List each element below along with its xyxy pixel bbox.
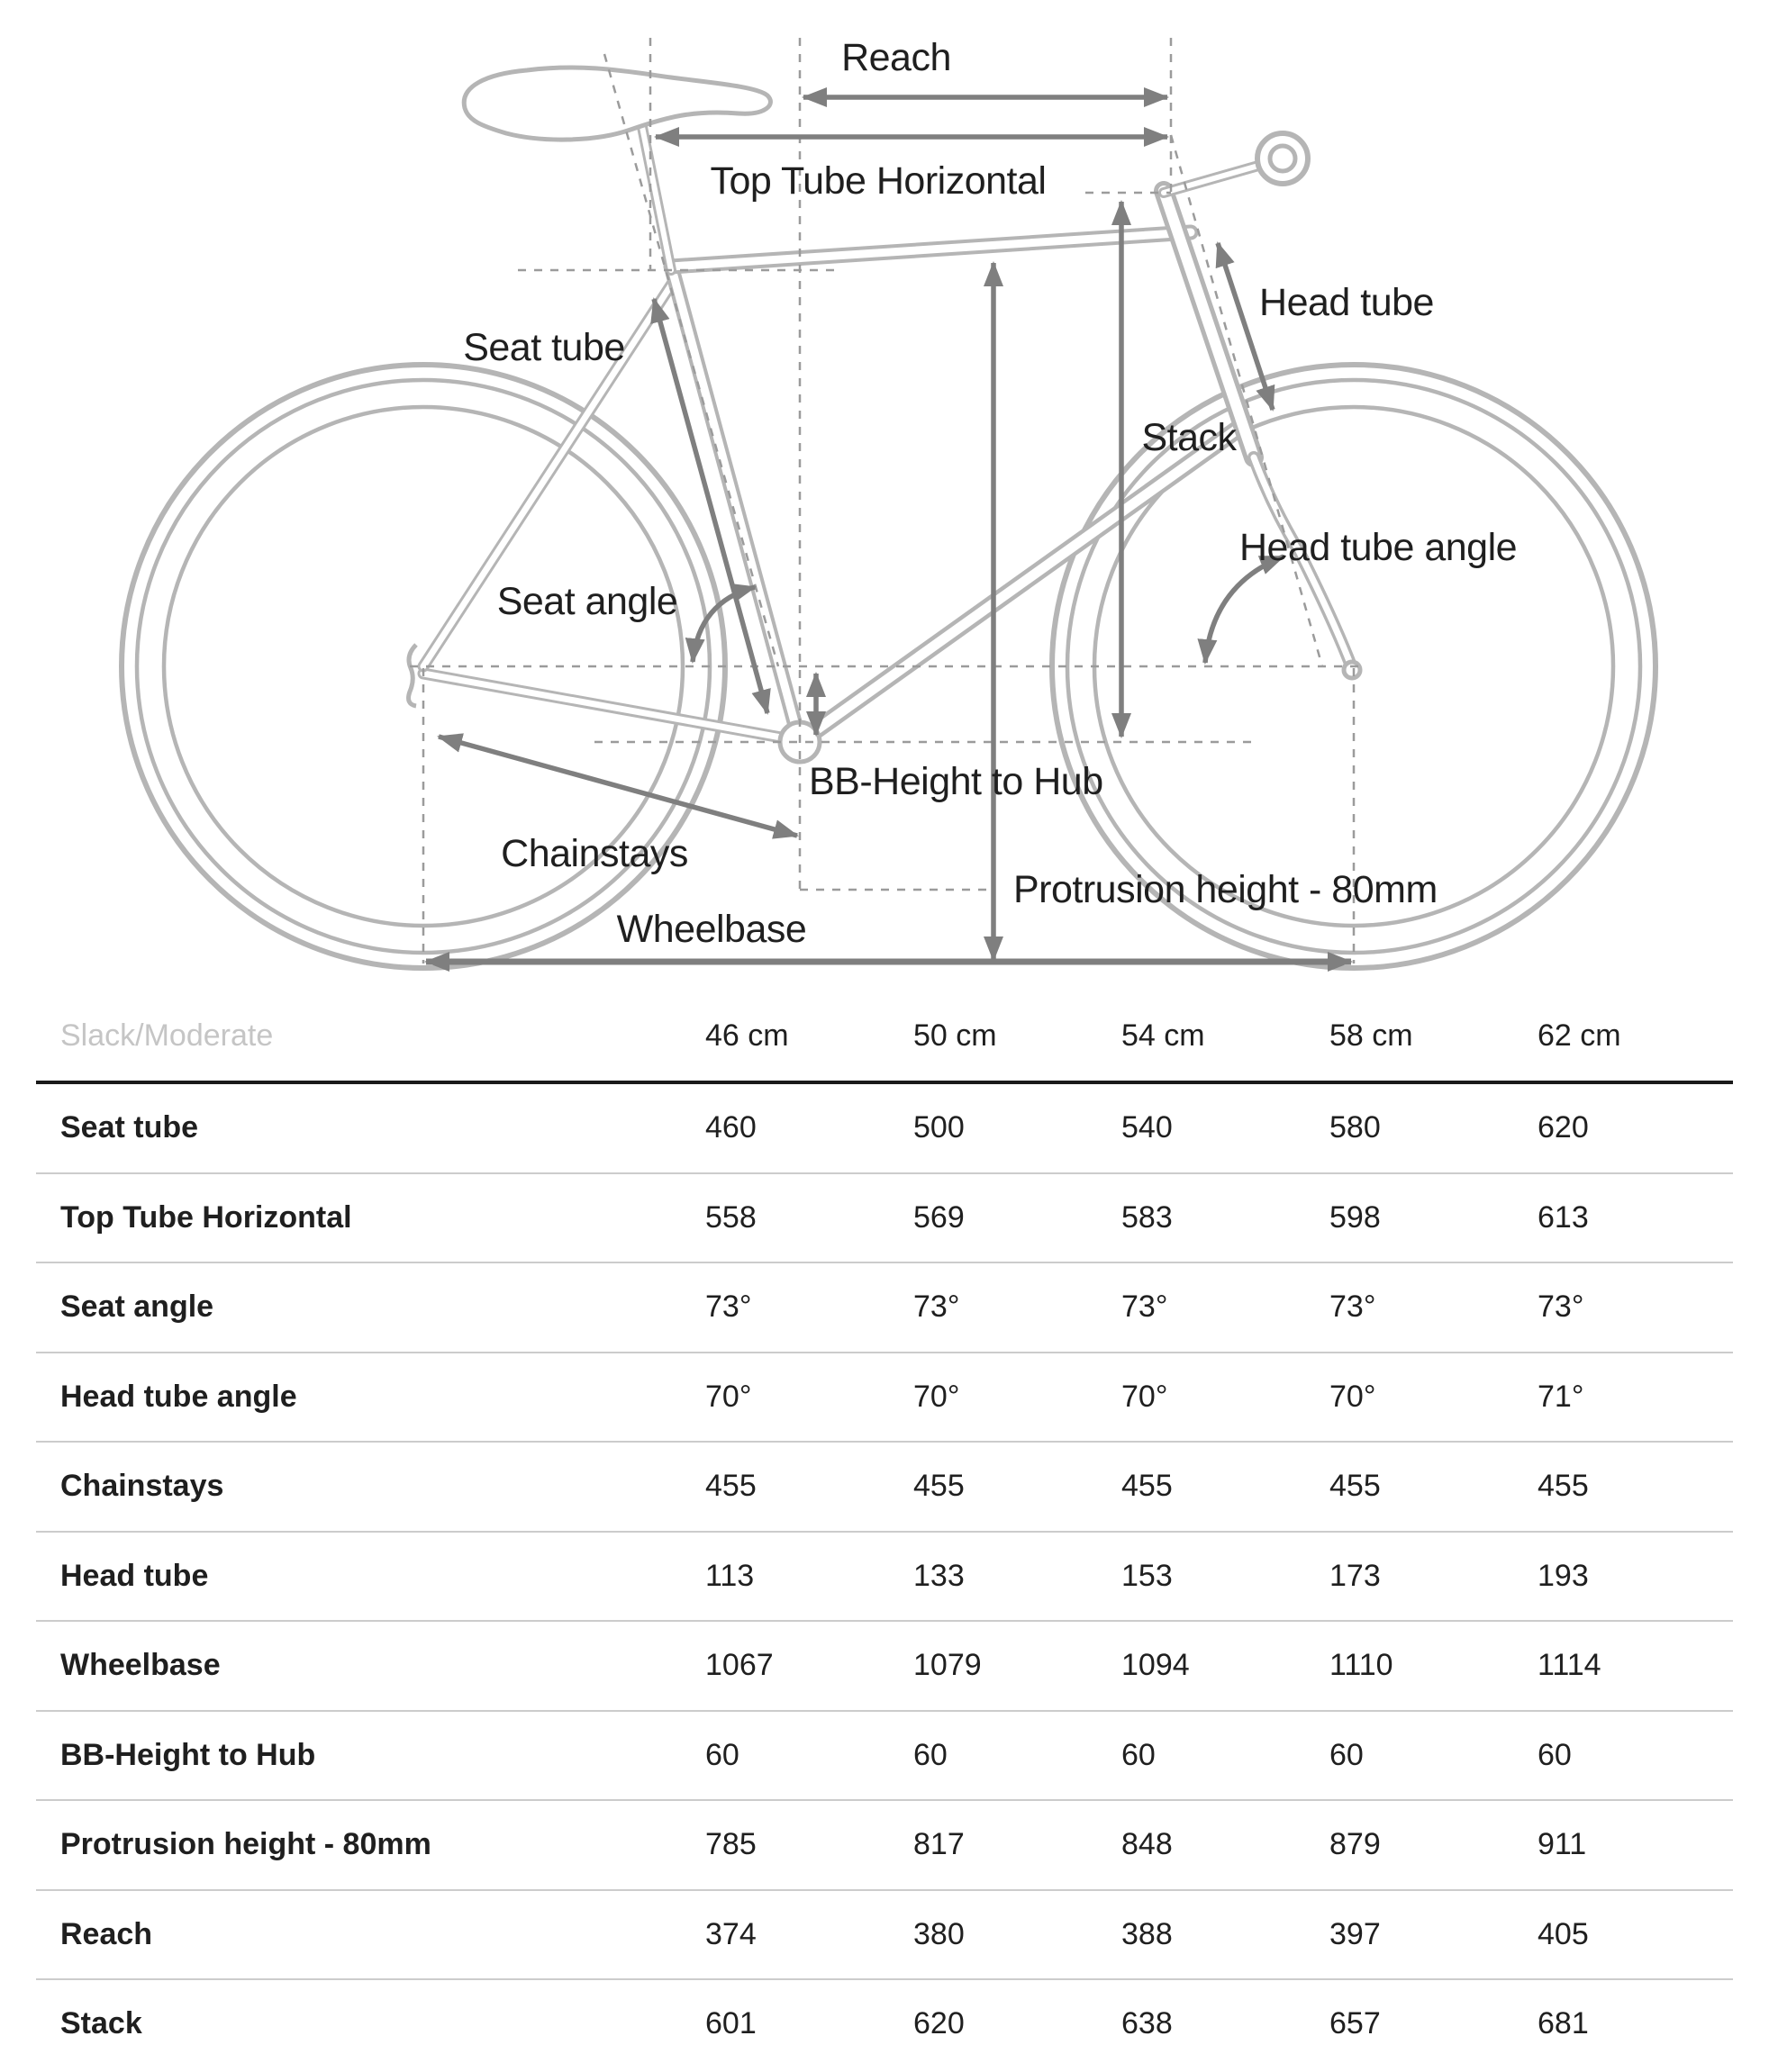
table-row: Protrusion height - 80mm 785 817 848 879 911 [36, 1801, 1733, 1891]
table-row: Head tube angle 70° 70° 70° 70° 71° [36, 1353, 1733, 1443]
table-row: Head tube 113 133 153 173 193 [36, 1533, 1733, 1623]
column-header-62cm: 62 cm [1538, 1018, 1621, 1053]
bb-height-label: BB-Height to Hub [809, 760, 1103, 803]
column-header-46cm: 46 cm [705, 1018, 789, 1053]
seat-angle-label: Seat angle [496, 580, 678, 623]
head-tube-angle-arc [1205, 556, 1284, 663]
table-row: Stack 601 620 638 657 681 [60, 2006, 1589, 2041]
front-dropout [1344, 662, 1360, 678]
geometry-table [36, 991, 1733, 2068]
top-tube-label: Top Tube Horizontal [710, 159, 1047, 203]
column-header-54cm: 54 cm [1121, 1018, 1205, 1053]
table-title: Slack/Moderate [60, 1018, 274, 1053]
bike-geometry-diagram [0, 0, 1769, 991]
table-row: Seat tube 460 500 540 580 620 [36, 1084, 1733, 1174]
table-header-row [36, 991, 1733, 1081]
column-header-50cm: 50 cm [913, 1018, 997, 1053]
table-row: Top Tube Horizontal 558 569 583 598 613 [36, 1174, 1733, 1264]
table-row: BB-Height to Hub 60 60 60 60 60 [36, 1712, 1733, 1802]
rear-dropout [409, 645, 416, 706]
table-row: Chainstays 455 455 455 455 455 [36, 1443, 1733, 1533]
chainstays-label: Chainstays [501, 832, 688, 875]
handlebar [1257, 133, 1308, 184]
table-row: Seat angle 73° 73° 73° 73° 73° [36, 1263, 1733, 1353]
head-tube-label: Head tube [1259, 281, 1434, 324]
table-row: Wheelbase 1067 1079 1094 1110 1114 [36, 1622, 1733, 1712]
stack-label: Stack [1141, 416, 1237, 459]
bike-geometry-svg [0, 0, 1769, 991]
seat-tube-label: Seat tube [463, 326, 625, 369]
protrusion-label: Protrusion height - 80mm [1013, 868, 1438, 911]
chainstays-arrow [439, 737, 797, 836]
head-tube-angle-label: Head tube angle [1238, 526, 1518, 569]
column-header-58cm: 58 cm [1329, 1018, 1413, 1053]
reach-label: Reach [841, 36, 951, 79]
table-row: Reach 374 380 388 397 405 [36, 1891, 1733, 1981]
diagram-labels [463, 36, 1517, 951]
wheelbase-label: Wheelbase [616, 908, 807, 951]
